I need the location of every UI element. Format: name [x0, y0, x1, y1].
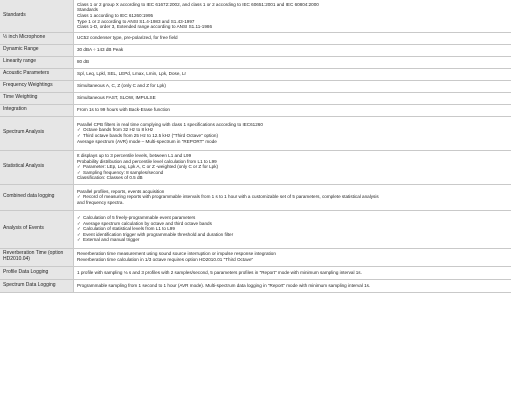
spec-value [74, 92, 511, 104]
spec-row [0, 68, 511, 80]
spec-label: Dynamic Range [0, 44, 74, 56]
spec-label: Analysis of Events [0, 210, 74, 248]
spec-text-line: Probability distribution and percentile level calculation from L1 to L99 [77, 158, 217, 164]
spec-row [0, 0, 511, 32]
spec-bullet-line: ✓ Octave bands from 32 Hz to 8 kHz [77, 127, 508, 133]
spec-text-line: Simultaneous A, C, Z (only C and Z for Lpk) [77, 83, 166, 89]
spec-value [74, 44, 511, 56]
spec-bullet-line: ✓ External and manual trigger [77, 237, 508, 243]
spec-text-line: From 1s to 99 hours with Back-Erase function [77, 107, 170, 113]
spec-value [74, 56, 511, 68]
spec-label: Linearity range [0, 56, 74, 68]
spec-text-line: Spl, Leq, Lpkl, SEL, LEPd, Lmax, Lmin, Lpk, Dose, Lr [77, 71, 187, 77]
spec-value [74, 32, 511, 44]
spec-bullet-line: ✓ Calculation of statistical levels from L1 to L99 [77, 226, 508, 232]
spec-text-line: It displays up to 3 percentile levels, between L1 and L99 [77, 153, 192, 159]
spec-text-line: Class 1-D, order 3, Extended range according to ANSI S1.11-1986 [77, 24, 212, 30]
spec-text-line: Simultaneous FAST, SLOW, IMPULSE [77, 95, 156, 101]
spec-value [74, 279, 511, 292]
spec-bullet-line: ✓ Event identification trigger with programmable threshold and duration filter [77, 232, 508, 238]
spec-label: Profile Data Logging [0, 266, 74, 279]
spec-row [0, 56, 511, 68]
spec-label: Statistical Analysis [0, 150, 74, 184]
spec-bullet-line: ✓ Average spectrum calculation by octave and third octave bands [77, 221, 508, 227]
spec-text-line: Classification: Classes of 0.5 dB [77, 175, 143, 181]
spec-bullet-line: ✓ Sampling frequency: 8 samples/second [77, 170, 508, 176]
spec-value [74, 266, 511, 279]
spec-value [74, 248, 511, 266]
spec-text-line: Parallel CPB filters in real time complying with class 1 specifications according to IEC61260 [77, 121, 263, 127]
spec-label: Standards [0, 0, 74, 32]
spec-row [0, 184, 511, 210]
spec-text-line: Parallel profiles, reports, events acquisition [77, 188, 165, 194]
spec-text-line: Standards [77, 7, 98, 13]
spec-row [0, 150, 511, 184]
spec-value [74, 150, 511, 184]
spec-row [0, 248, 511, 266]
spec-value [74, 0, 511, 32]
spec-label: Acoustic Parameters [0, 68, 74, 80]
spec-value [74, 184, 511, 210]
spec-text-line: Reverberation time calculation in 1/3 octave requires option HD2010.01 "Third Octave" [77, 257, 254, 262]
spec-value [74, 80, 511, 92]
spec-label: Spectrum Analysis [0, 116, 74, 150]
spec-label: Reverberation Time (option HD2010.04) [0, 248, 74, 266]
spec-label: Frequency Weightings [0, 80, 74, 92]
spec-value [74, 104, 511, 116]
spec-bullet-line: ✓ Record of measuring reports with programmable intervals from 1 s to 1 hour with a customizable set of 5 parameters, complete statistical analysis [77, 194, 508, 200]
spec-text-line: 30 dBA ÷ 143 dB Peak [77, 47, 124, 53]
spec-value [74, 68, 511, 80]
spec-text-line: Average spectrum (AVR) mode – Multi-spectrum in "REPORT" mode [77, 138, 217, 144]
spec-text-line: Programmable sampling from 1 second to 1 hour (AVR mode). Multi-spectrum data logging in "Report" mode with minimum sampling interval 1s. [77, 282, 371, 288]
spec-row [0, 80, 511, 92]
spec-row [0, 279, 511, 292]
spec-value [74, 210, 511, 248]
spec-text-line: 80 dB [77, 59, 90, 65]
spec-text-line: UC52 condenser type, pre-polarized, for free field [77, 35, 178, 41]
spec-row [0, 104, 511, 116]
spec-label: Time Weighting [0, 92, 74, 104]
spec-label: Spectrum Data Logging [0, 279, 74, 292]
spec-value [74, 116, 511, 150]
spec-bullet-line: ✓ Calculation of 5 freely-programmable event parameters [77, 215, 508, 221]
spec-text-line: Type 1 or 2 according to ANSI S1.4-1983 and S1.43-1997 [77, 18, 195, 24]
spec-text-line: and frequency spectra. [77, 199, 124, 205]
spec-text-line: Class 1 or 2 group X according to IEC 61672:2002, and class 1 or 2 according to IEC 60651:2001 and IEC 60804:2000 [77, 1, 319, 7]
spec-bullet-line: ✓ Third octave bands from 25 Hz to 12.5 kHz ("Third Octave" option) [77, 133, 508, 139]
spec-row [0, 44, 511, 56]
spec-row [0, 92, 511, 104]
spec-label: Combined data logging [0, 184, 74, 210]
spec-text-line: Reverberation time measurement using sound source interruption or impulse response integration [77, 251, 276, 257]
spec-text-line: 1 profile with sampling ⅛ s and 3 profiles with 2 samples/second, 5 parameters profiles in "Report" mode with minimum sampling interval 1s. [77, 269, 362, 275]
spec-row [0, 210, 511, 248]
spec-row [0, 32, 511, 44]
spec-row [0, 266, 511, 279]
spec-text-line: Class 1 according to IEC 61260:1995 [77, 12, 154, 18]
spec-label: Integration [0, 104, 74, 116]
spec-bullet-line: ✓ Parameter: LEp, Leq, Lpk A, C or Z -weighted (only C or Z for Lpk) [77, 164, 508, 170]
spec-label: ½ inch Microphone [0, 32, 74, 44]
spec-row [0, 116, 511, 150]
